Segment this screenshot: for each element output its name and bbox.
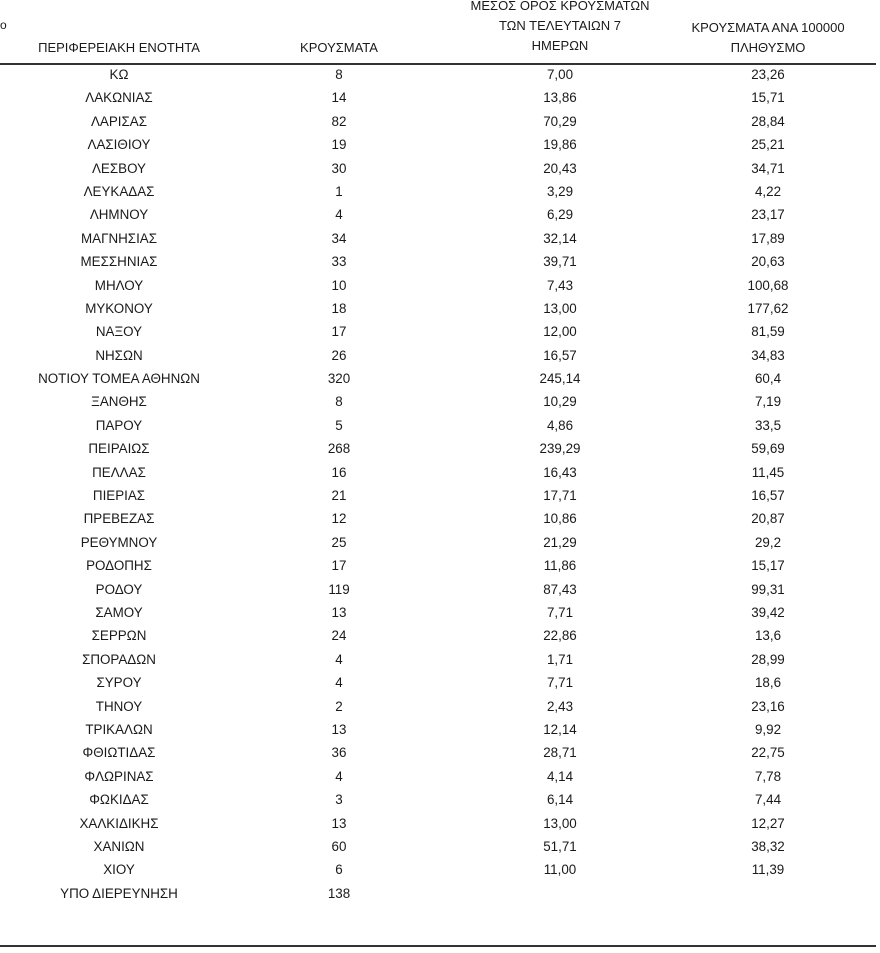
header-cases (287, 38, 391, 58)
table-row (0, 835, 880, 858)
cases-cell: 13 (331, 721, 347, 737)
avg7-cell: 1,71 (546, 651, 574, 667)
table-row (0, 554, 880, 577)
per100k-cell: 33,5 (754, 417, 782, 433)
header-per100k-line1: ΚΡΟΥΣΜΑΤΑ ΑΝΑ 100000 (691, 20, 845, 35)
region-cell: ΣΕΡΡΩΝ (91, 628, 147, 644)
avg7-cell: 12,00 (543, 324, 577, 340)
per100k-cell: 16,57 (751, 488, 785, 504)
table-row (0, 461, 880, 484)
avg7-cell: 13,86 (543, 90, 577, 106)
per100k-cell: 28,84 (751, 113, 785, 129)
table-row (0, 203, 880, 226)
cases-cell: 4 (335, 675, 343, 691)
cases-cell: 4 (335, 207, 343, 223)
per100k-cell: 177,62 (747, 300, 789, 316)
avg7-cell: 245,14 (539, 371, 581, 387)
region-cell: ΜΥΚΟΝΟΥ (85, 300, 153, 316)
region-cell: ΦΩΚΙΔΑΣ (89, 792, 149, 808)
avg7-cell: 4,86 (546, 417, 574, 433)
cases-cell: 19 (331, 137, 347, 153)
cases-cell: 268 (327, 441, 351, 457)
cases-cell: 25 (331, 534, 347, 550)
cases-cell: 10 (331, 277, 347, 293)
region-cell: ΞΑΝΘΗΣ (91, 394, 147, 410)
per100k-cell: 59,69 (751, 441, 785, 457)
region-cell: ΤΗΝΟΥ (95, 698, 143, 714)
cases-cell: 320 (327, 371, 351, 387)
table-body (0, 63, 880, 905)
region-cell: ΛΕΣΒΟΥ (91, 160, 146, 176)
region-cell: ΛΗΜΝΟΥ (89, 207, 149, 223)
per100k-cell: 9,92 (754, 721, 782, 737)
avg7-cell: 13,00 (543, 815, 577, 831)
cases-cell: 30 (331, 160, 347, 176)
per100k-cell: 7,19 (754, 394, 782, 410)
cases-cell: 119 (328, 581, 350, 597)
per100k-cell: 7,44 (754, 792, 782, 808)
table-row (0, 414, 880, 437)
per100k-cell: 28,99 (751, 651, 785, 667)
cases-cell: 82 (331, 113, 347, 129)
region-cell: ΡΕΘΥΜΝΟΥ (80, 534, 158, 550)
per100k-cell: 38,32 (751, 838, 785, 854)
cases-cell: 36 (331, 745, 347, 761)
region-cell: ΛΑΣΙΘΙΟΥ (87, 137, 151, 153)
bottom-rule (0, 945, 876, 947)
region-cell: ΧΑΛΚΙΔΙΚΗΣ (79, 815, 159, 831)
per100k-cell: 22,75 (751, 745, 785, 761)
cases-cell: 33 (331, 254, 347, 270)
table-row (0, 484, 880, 507)
region-cell: ΛΑΚΩΝΙΑΣ (85, 90, 153, 106)
region-cell: ΡΟΔΟΥ (95, 581, 143, 597)
header-avg7-line1: ΜΕΣΟΣ ΟΡΟΣ ΚΡΟΥΣΜΑΤΩΝ (470, 0, 650, 13)
cases-cell: 8 (335, 394, 343, 410)
cases-cell: 12 (331, 511, 347, 527)
avg7-cell: 13,00 (543, 300, 577, 316)
header-region-label: ΠΕΡΙΦΕΡΕΙΑΚΗ ΕΝΟΤΗΤΑ (38, 40, 200, 55)
per100k-cell: 39,42 (751, 604, 785, 620)
region-cell: ΦΛΩΡΙΝΑΣ (84, 768, 154, 784)
region-cell: ΜΗΛΟΥ (94, 277, 144, 293)
cases-cell: 138 (327, 885, 351, 901)
avg7-cell: 6,14 (546, 792, 574, 808)
table-row (0, 578, 880, 601)
avg7-cell: 51,71 (543, 838, 577, 854)
per100k-cell: 23,26 (751, 67, 785, 82)
cases-cell: 24 (331, 628, 347, 644)
cases-cell: 18 (331, 300, 347, 316)
table-row (0, 812, 880, 835)
per100k-cell: 15,17 (751, 558, 785, 574)
region-cell: ΠΕΙΡΑΙΩΣ (88, 441, 150, 457)
region-cell: ΛΕΥΚΑΔΑΣ (83, 183, 155, 199)
per100k-cell: 34,71 (751, 160, 785, 176)
region-cell: ΦΘΙΩΤΙΔΑΣ (82, 745, 156, 761)
cases-cell: 6 (335, 862, 343, 878)
avg7-cell: 19,86 (543, 137, 577, 153)
avg7-cell: 16,57 (543, 347, 577, 363)
header-region (0, 38, 238, 58)
per100k-cell: 13,6 (754, 628, 782, 644)
region-cell: ΣΥΡΟΥ (96, 675, 142, 691)
region-cell: ΧΙΟΥ (103, 862, 135, 878)
cases-cell: 4 (335, 768, 343, 784)
region-cell: ΝΗΣΩΝ (95, 347, 143, 363)
table-row (0, 788, 880, 811)
region-cell: ΜΑΓΝΗΣΙΑΣ (80, 230, 157, 246)
avg7-cell: 239,29 (539, 441, 581, 457)
avg7-cell: 39,71 (543, 254, 577, 270)
avg7-cell: 7,71 (546, 604, 574, 620)
table-row (0, 180, 880, 203)
table-row (0, 695, 880, 718)
avg7-cell: 6,29 (546, 207, 574, 223)
per100k-cell: 25,21 (751, 137, 785, 153)
region-cell: ΥΠΟ ΔΙΕΡΕΥΝΗΣΗ (60, 885, 178, 901)
cases-cell: 5 (335, 417, 343, 433)
table-row (0, 741, 880, 764)
table-row (0, 765, 880, 788)
region-cell: ΝΟΤΙΟΥ ΤΟΜΕΑ ΑΘΗΝΩΝ (38, 371, 200, 387)
header-per100k-line2: ΠΛΗΘΥΣΜΟ (730, 40, 806, 55)
region-cell: ΣΠΟΡΑΔΩΝ (82, 651, 156, 667)
table-row (0, 671, 880, 694)
table-row (0, 133, 880, 156)
table-row (0, 297, 880, 320)
table-row (0, 624, 880, 647)
avg7-cell: 17,71 (543, 488, 577, 504)
region-cell: ΠΕΛΛΑΣ (92, 464, 146, 480)
cases-cell: 26 (331, 347, 347, 363)
table-row (0, 320, 880, 343)
per100k-cell: 11,45 (751, 464, 785, 480)
region-cell: ΡΟΔΟΠΗΣ (86, 558, 152, 574)
cases-cell: 4 (335, 651, 343, 667)
stray-character: o (0, 18, 7, 32)
per100k-cell: 17,89 (751, 230, 785, 246)
avg7-cell: 16,43 (543, 464, 577, 480)
region-cell: ΣΑΜΟΥ (95, 604, 143, 620)
table-row (0, 367, 880, 390)
table-row (0, 157, 880, 180)
region-cell: ΛΑΡΙΣΑΣ (90, 113, 147, 129)
header-per100k (668, 18, 868, 58)
avg7-cell: 32,14 (543, 230, 577, 246)
table-row (0, 601, 880, 624)
cases-cell: 17 (331, 324, 347, 340)
region-cell: ΠΑΡΟΥ (95, 417, 143, 433)
per100k-cell: 23,16 (751, 698, 785, 714)
table-row (0, 507, 880, 530)
region-cell: ΝΑΞΟΥ (95, 324, 143, 340)
per100k-cell: 23,17 (751, 207, 785, 223)
region-cell: ΚΩ (109, 67, 129, 82)
avg7-cell: 7,43 (546, 277, 574, 293)
table-row (0, 648, 880, 671)
table-row (0, 718, 880, 741)
region-cell: ΜΕΣΣΗΝΙΑΣ (80, 254, 158, 270)
avg7-cell: 2,43 (546, 698, 574, 714)
avg7-cell: 28,71 (543, 745, 577, 761)
avg7-cell: 7,00 (546, 67, 574, 82)
avg7-cell: 3,29 (546, 183, 574, 199)
cases-cell: 3 (335, 792, 343, 808)
table-row (0, 437, 880, 460)
per100k-cell: 20,63 (751, 254, 785, 270)
avg7-cell: 87,43 (543, 581, 577, 597)
avg7-cell: 4,14 (546, 768, 574, 784)
cases-cell: 13 (331, 604, 347, 620)
per100k-cell: 100,68 (747, 277, 789, 293)
per100k-cell: 34,83 (751, 347, 785, 363)
cases-cell: 60 (331, 838, 347, 854)
table-row (0, 250, 880, 273)
avg7-cell: 20,43 (543, 160, 577, 176)
per100k-cell: 4,22 (754, 183, 782, 199)
cases-cell: 21 (331, 488, 347, 504)
table-row (0, 858, 880, 881)
cases-cell: 8 (335, 67, 343, 82)
avg7-cell: 11,86 (543, 558, 577, 574)
table-row (0, 390, 880, 413)
avg7-cell: 10,86 (543, 511, 577, 527)
per100k-cell: 99,31 (751, 581, 785, 597)
table-row (0, 882, 880, 905)
per100k-cell: 15,71 (751, 90, 785, 106)
per100k-cell: 18,6 (754, 675, 782, 691)
avg7-cell: 7,71 (546, 675, 574, 691)
per100k-cell: 29,2 (754, 534, 782, 550)
table-row (0, 531, 880, 554)
per100k-cell: 12,27 (751, 815, 785, 831)
region-cell: ΤΡΙΚΑΛΩΝ (85, 721, 153, 737)
avg7-cell: 12,14 (543, 721, 577, 737)
region-cell: ΠΡΕΒΕΖΑΣ (83, 511, 155, 527)
header-avg7-line3: ΗΜΕΡΩΝ (531, 38, 589, 53)
avg7-cell: 11,00 (543, 862, 577, 878)
table-row (0, 227, 880, 250)
per100k-cell: 7,78 (754, 768, 782, 784)
table-row (0, 63, 880, 86)
region-cell: ΧΑΝΙΩΝ (93, 838, 145, 854)
avg7-cell: 10,29 (543, 394, 577, 410)
header-avg7 (470, 0, 650, 56)
table-row (0, 110, 880, 133)
cases-cell: 17 (331, 558, 347, 574)
per100k-cell: 11,39 (751, 862, 785, 878)
table-row (0, 344, 880, 367)
per100k-cell: 60,4 (754, 371, 782, 387)
avg7-cell: 22,86 (543, 628, 577, 644)
table-row (0, 274, 880, 297)
cases-cell: 34 (331, 230, 347, 246)
table-row (0, 86, 880, 109)
header-cases-label: ΚΡΟΥΣΜΑΤΑ (300, 40, 378, 55)
avg7-cell: 70,29 (543, 113, 577, 129)
cases-cell: 13 (331, 815, 347, 831)
header-avg7-line2: ΤΩΝ ΤΕΛΕΥΤΑΙΩΝ 7 (498, 18, 622, 33)
cases-cell: 2 (335, 698, 343, 714)
per100k-cell: 20,87 (751, 511, 785, 527)
cases-cell: 1 (335, 183, 343, 199)
region-cell: ΠΙΕΡΙΑΣ (92, 488, 146, 504)
avg7-cell: 21,29 (543, 534, 577, 550)
per100k-cell: 81,59 (751, 324, 785, 340)
cases-cell: 14 (331, 90, 347, 106)
cases-cell: 16 (331, 464, 347, 480)
